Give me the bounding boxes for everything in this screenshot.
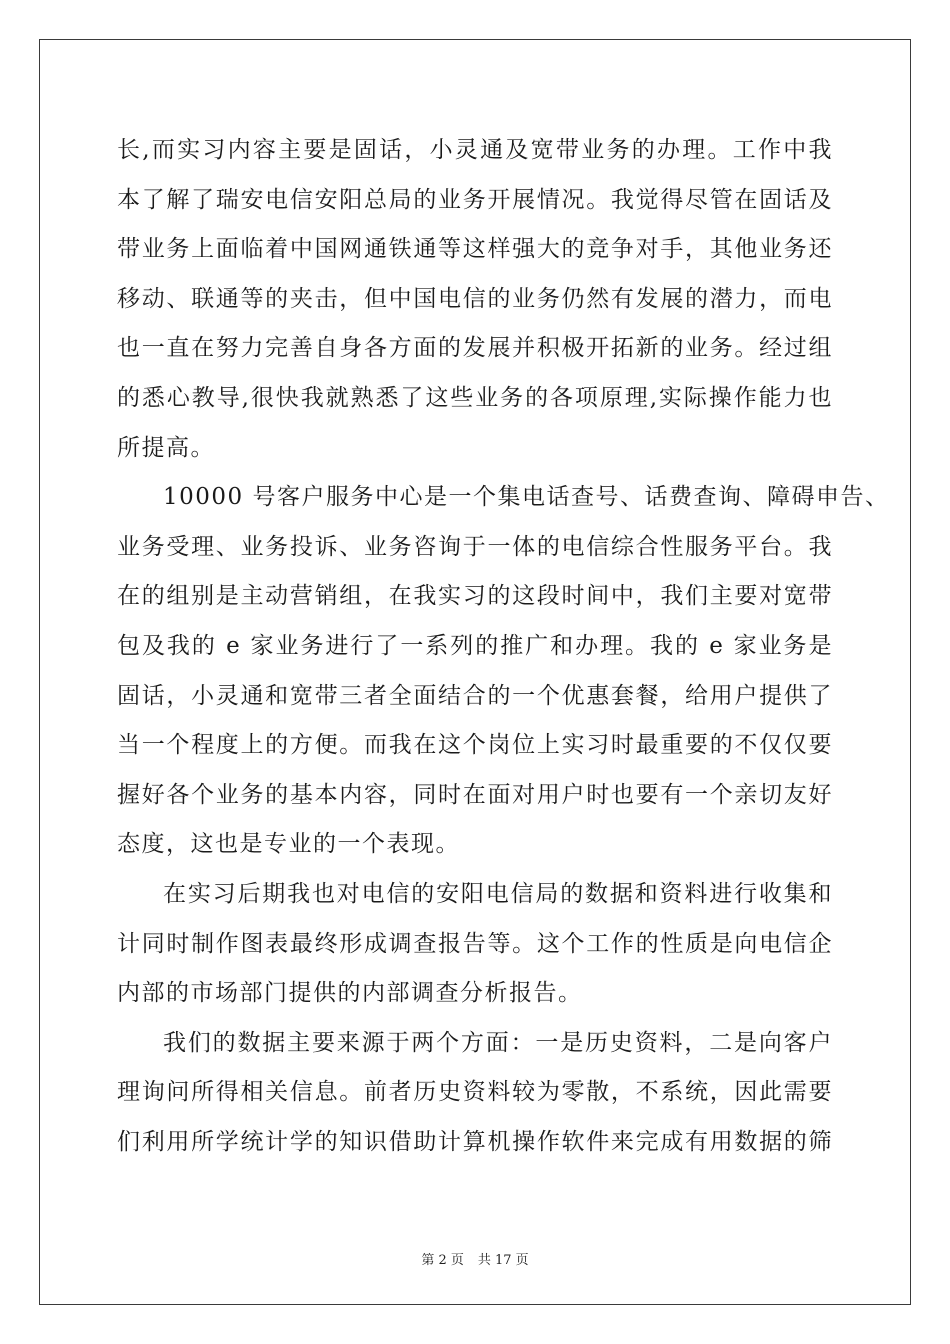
text-line: 长,而实习内容主要是固话，小灵通及宽带业务的办理。工作中我 (117, 137, 833, 163)
text-line: 计同时制作图表最终形成调查报告等。这个工作的性质是向电信企 (117, 930, 833, 957)
text-line: 所提高。 (117, 434, 215, 461)
text-line: 业务受理、业务投诉、业务咨询于一体的电信综合性服务平台。我 (117, 533, 833, 560)
text-line: 在实习后期我也对电信的安阳电信局的数据和资料进行收集和 (163, 880, 833, 907)
text-line: 的悉心教导,很快我就熟悉了这些业务的各项原理,实际操作能力也 (117, 384, 833, 411)
page-number: 第 2 页 (421, 1253, 464, 1268)
text-line: 移动、联通等的夹击，但中国电信的业务仍然有发展的潜力，而电 (117, 285, 833, 312)
document-body (117, 126, 890, 1167)
text-line: 握好各个业务的基本内容，同时在面对用户时也要有一个亲切友好 (117, 781, 833, 808)
page-footer (0, 1249, 950, 1268)
text-line: 在的组别是主动营销组，在我实习的这段时间中，我们主要对宽带 (117, 583, 833, 610)
text-line: 我们的数据主要来源于两个方面：一是历史资料，二是向客户 (163, 1029, 833, 1056)
text-line: 固话，小灵通和宽带三者全面结合的一个优惠套餐，给用户提供了 (117, 682, 833, 709)
text-line: 们利用所学统计学的知识借助计算机操作软件来完成有用数据的筛 (117, 1128, 833, 1155)
text-line: 内部的市场部门提供的内部调查分析报告。 (117, 980, 583, 1007)
text-line: 包及我的 e 家业务进行了一系列的推广和办理。我的 e 家业务是 (117, 632, 833, 659)
text-line: 本了解了瑞安电信安阳总局的业务开展情况。我觉得尽管在固话及 (117, 186, 833, 213)
page-total: 共 17 页 (477, 1253, 529, 1268)
text-line: 态度，这也是专业的一个表现。 (117, 831, 460, 858)
text-line: 10000 号客户服务中心是一个集电话查号、话费查询、障碍申告、 (163, 484, 890, 511)
text-line: 当一个程度上的方便。而我在这个岗位上实习时最重要的不仅仅要 (117, 732, 833, 759)
text-line: 理询问所得相关信息。前者历史资料较为零散，不系统，因此需要 (117, 1079, 833, 1106)
text-line: 也一直在努力完善自身各方面的发展并积极开拓新的业务。经过组 (117, 335, 833, 362)
text-line: 带业务上面临着中国网通铁通等这样强大的竞争对手，其他业务还 (117, 236, 833, 263)
